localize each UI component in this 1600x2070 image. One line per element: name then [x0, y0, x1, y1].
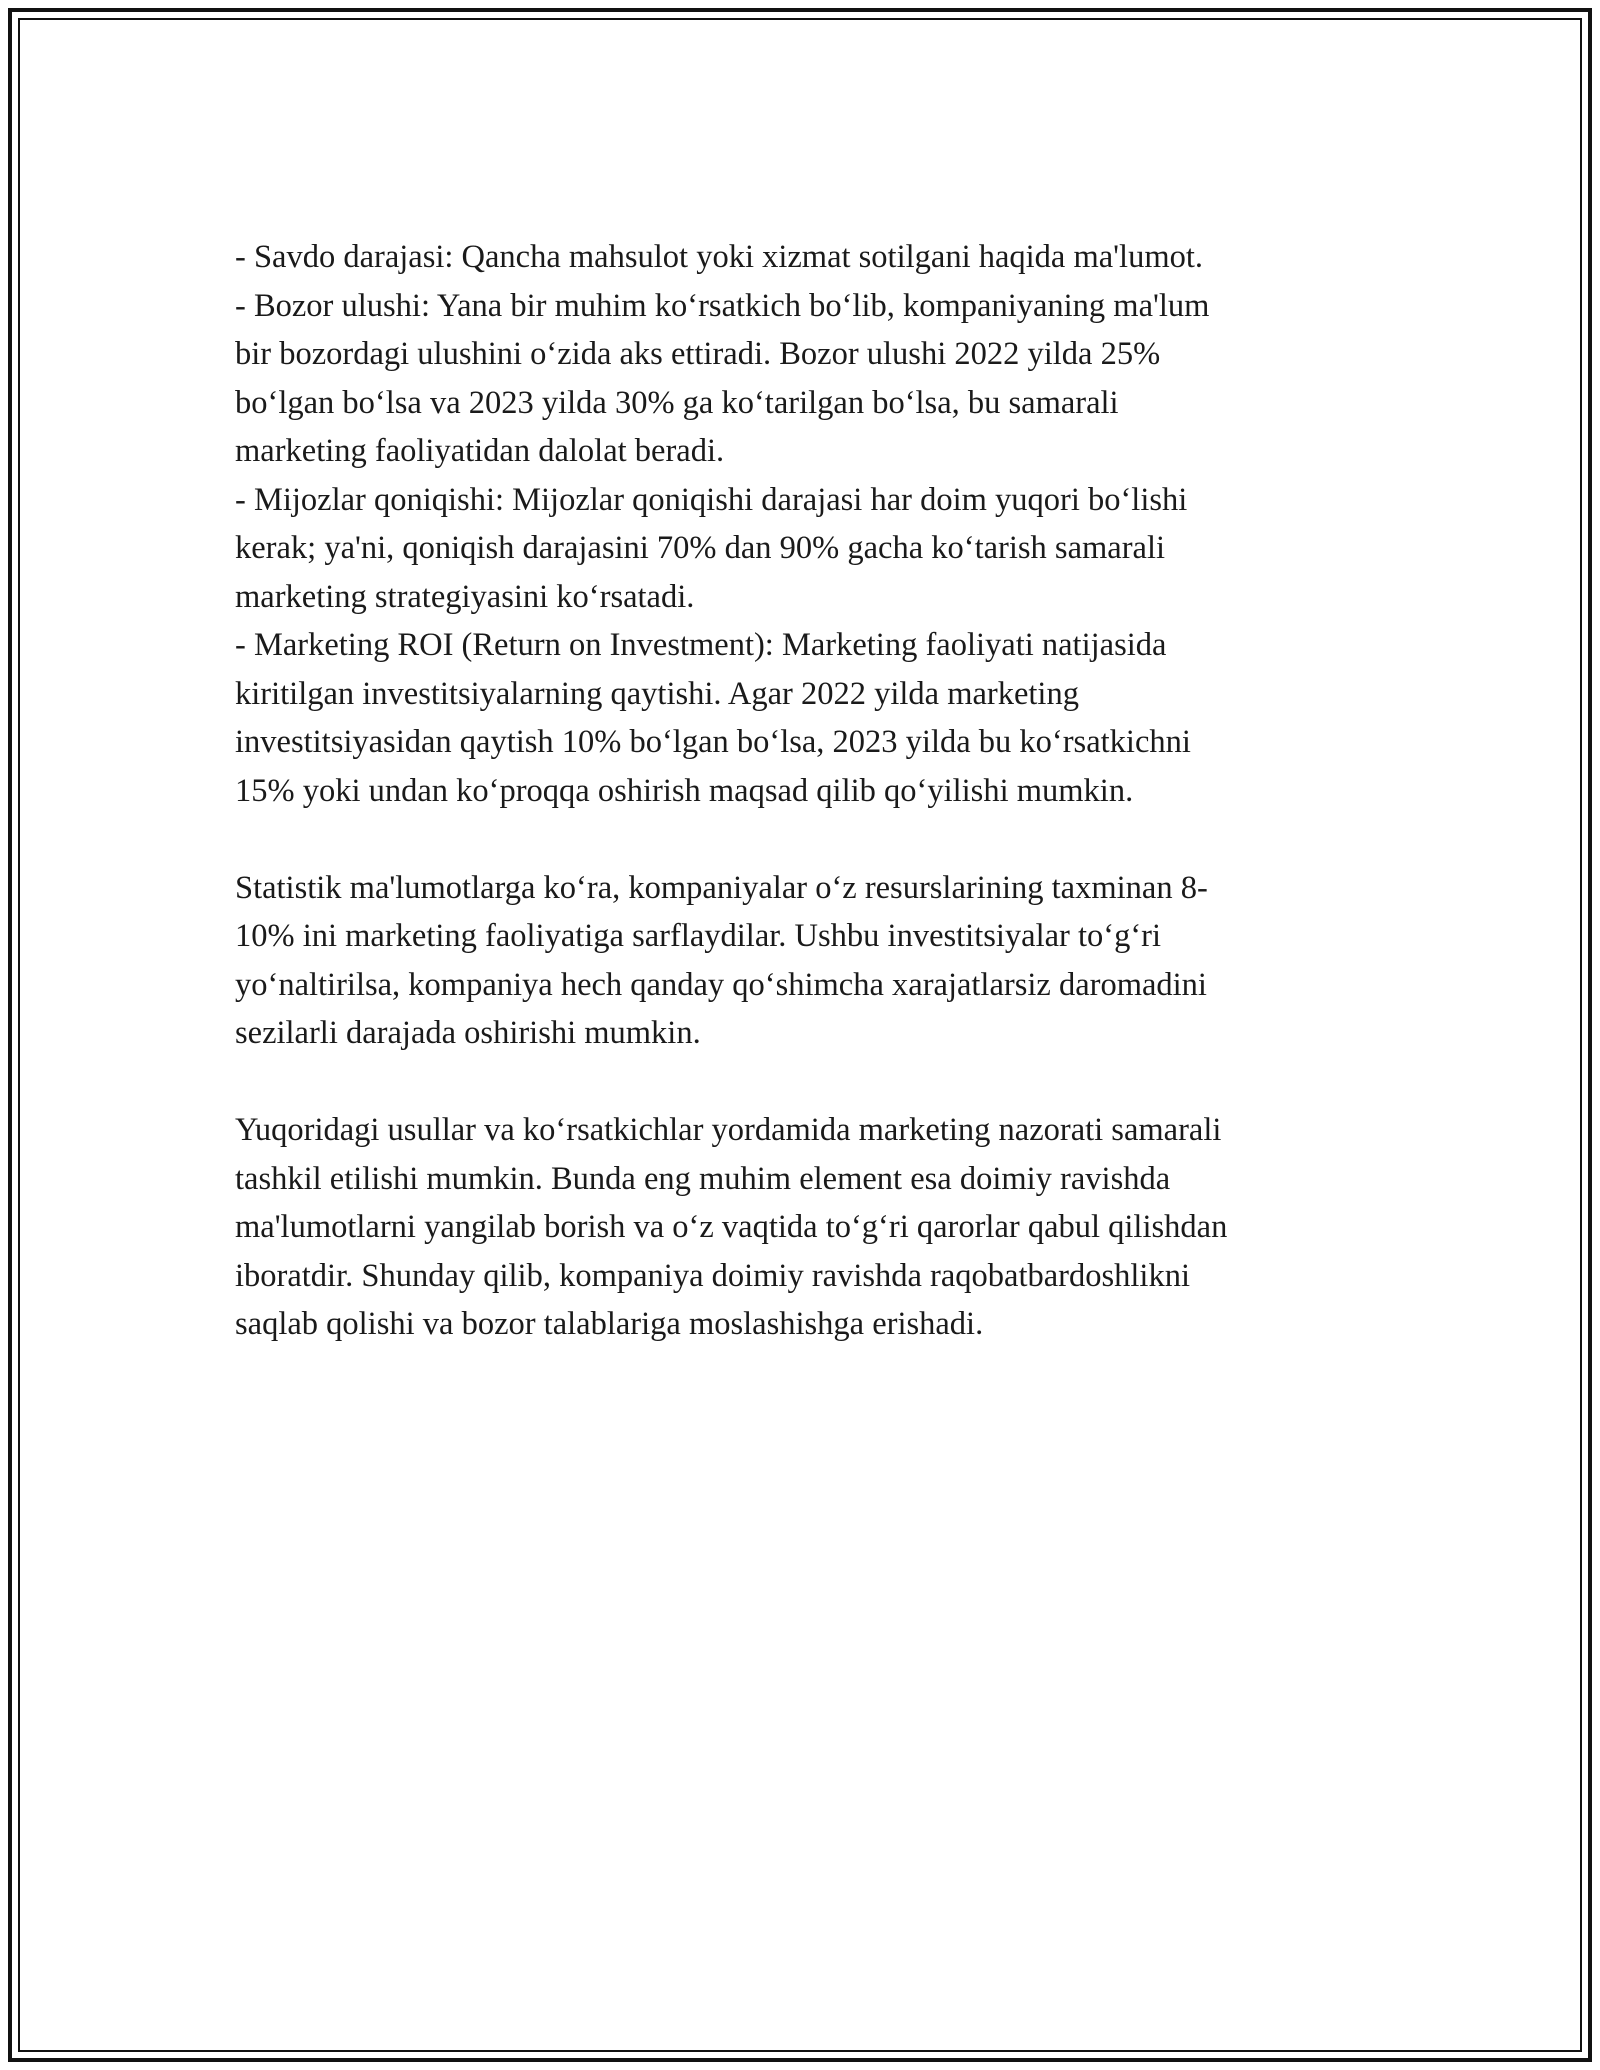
document-body	[235, 233, 1385, 1349]
paragraph-statistics: Statistik ma'lumotlarga ko‘ra, kompaniyalar o‘z resurslarining taxminan 8- 10% ini marketing faoliyatiga sarflaydilar. Ushbu investitsiyalar to‘g‘ri yo‘naltirilsa, kompaniya hech qanday qo‘shimcha xarajatlarsiz daromadini sezilarli darajada oshirishi mumkin.	[235, 869, 1208, 1051]
paragraph-conclusion: Yuqoridagi usullar va ko‘rsatkichlar yordamida marketing nazorati samarali tashkil etilishi mumkin. Bunda eng muhim element esa doimiy ravishda ma'lumotlarni yangilab borish va o‘z vaqtida to‘g‘ri qarorlar qabul qilishdan iboratdir. Shunday qilib, kompaniya doimiy ravishda raqobatbardoshlikni saqlab qolishi va bozor talablariga moslashishga erishadi.	[235, 1112, 1228, 1342]
paragraph-marketing-metrics: - Savdo darajasi: Qancha mahsulot yoki xizmat sotilgani haqida ma'lumot. - Bozor ulushi: Yana bir muhim ko‘rsatkich bo‘lib, kompaniyaning ma'lum bir bozordagi ulushini o‘zida aks ettiradi. Bozor ulushi 2022 yilda 25% bo‘lgan bo‘lsa va 2023 yilda 30% ga ko‘tarilgan bo‘lsa, bu samarali marketing faoliyatidan dalolat beradi. - Mijozlar qoniqishi: Mijozlar qoniqishi darajasi har doim yuqori bo‘lishi kerak; ya'ni, qoniqish darajasini 70% dan 90% gacha ko‘tarish samarali marketing strategiyasini ko‘rsatadi. - Marketing ROI (Return on Investment): Marketing faoliyati natijasida kiritilgan investitsiyalarning qaytishi. Agar 2022 yilda marketing investitsiyasidan qaytish 10% bo‘lgan bo‘lsa, 2023 yilda bu ko‘rsatkichni 15% yoki undan ko‘proqqa oshirish maqsad qilib qo‘yilishi mumkin.	[235, 239, 1210, 809]
